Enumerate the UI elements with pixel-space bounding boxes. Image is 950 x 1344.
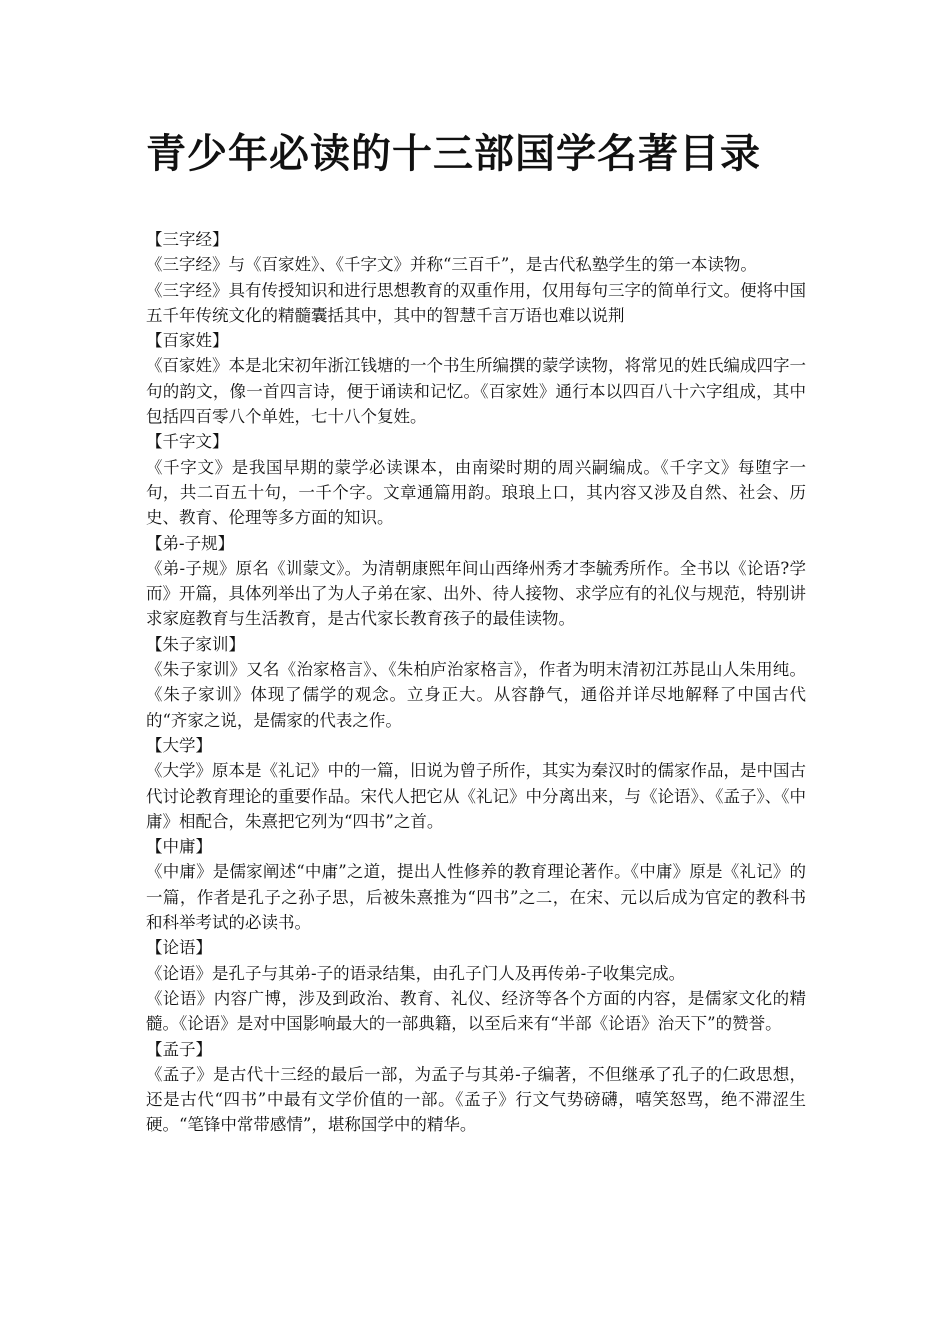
section-heading: 【论语】 — [146, 938, 212, 958]
section-heading: 【弟-子规】 — [146, 533, 235, 553]
section-heading: 【百家姓】 — [146, 331, 229, 351]
paragraph: 《千字文》是我国早期的蒙学必读课本，由南梁时期的周兴嗣编成。《千字文》每堕字一句，共二百五十句，一千个字。文章通篇用韵。琅琅上口，其内容又涉及自然、社会、历史、教育、伦理等多方面的知识。 — [146, 457, 806, 528]
document-body — [146, 227, 806, 1138]
paragraph: 《孟子》是古代十三经的最后一部，为孟子与其弟-子编著，不但继承了孔子的仁政思想，还是古代“四书”中最有文学价值的一部。《孟子》行文气势磅礴，嘻笑怒骂，绝不滞涩生硬。“笔锋中常带感情”，堪称国学中的精华。 — [146, 1064, 806, 1135]
paragraph: 《百家姓》本是北宋初年浙江钱塘的一个书生所编撰的蒙学读物，将常见的姓氏编成四字一句的韵文，像一首四言诗，便于诵读和记忆。《百家姓》通行本以四百八十六字组成，其中包括四百零八个单姓，七十八个复姓。 — [146, 356, 806, 427]
section-heading: 【千字文】 — [146, 432, 229, 452]
paragraph: 《大学》原本是《礼记》中的一篇，旧说为曾子所作，其实为秦汉时的儒家作品，是中国古代讨论教育理论的重要作品。宋代人把它从《礼记》中分离出来，与《论语》、《孟子》、《中庸》相配合，朱熹把它列为“四书”之首。 — [146, 761, 806, 831]
section-heading: 【大学】 — [146, 735, 212, 755]
section-heading: 【中庸】 — [146, 837, 212, 857]
paragraph: 《朱子家训》又名《治家格言》、《朱柏庐治家格言》，作者为明末清初江苏昆山人朱用纯。《朱子家训》体现了儒学的观念。立身正大。从容静气，通俗并详尽地解释了中国古代的“齐家之说，是儒家的代表之作。 — [146, 660, 806, 730]
paragraph: 《三字经》与《百家姓》、《千字文》并称“三百千”，是古代私塾学生的第一本读物。 — [146, 255, 757, 275]
section-heading: 【孟子】 — [146, 1039, 212, 1059]
document-title: 青少年必读的十三部国学名著目录 — [146, 131, 761, 177]
paragraph: 《论语》内容广博，涉及到政治、教育、礼仪、经济等各个方面的内容，是儒家文化的精髓。《论语》是对中国影响最大的一部典籍，以至后来有“半部《论语》治天下”的赞誉。 — [146, 988, 806, 1034]
paragraph: 《论语》是孔子与其弟-子的语录结集，由孔子门人及再传弟-子收集完成。 — [146, 963, 686, 983]
paragraph: 《弟-子规》原名《训蒙文》。为清朝康熙年间山西绛州秀才李毓秀所作。全书以《论语?学而》开篇，具体列举出了为人子弟在家、出外、待人接物、求学应有的礼仪与规范，特别讲求家庭教育与生活教育，是古代家长教育孩子的最佳读物。 — [146, 558, 806, 629]
section-heading: 【朱子家训】 — [146, 634, 245, 654]
paragraph: 《三字经》具有传授知识和进行思想教育的双重作用，仅用每句三字的简单行文。便将中国五千年传统文化的精髓囊括其中，其中的智慧千言万语也难以说荆 — [146, 280, 806, 325]
paragraph: 《中庸》是儒家阐述“中庸”之道，提出人性修养的教育理论著作。《中庸》原是《礼记》的一篇，作者是孔子之孙子思，后被朱熹推为“四书”之二，在宋、元以后成为官定的教科书和科举考试的必读书。 — [146, 862, 806, 933]
section-heading: 【三字经】 — [146, 230, 229, 249]
